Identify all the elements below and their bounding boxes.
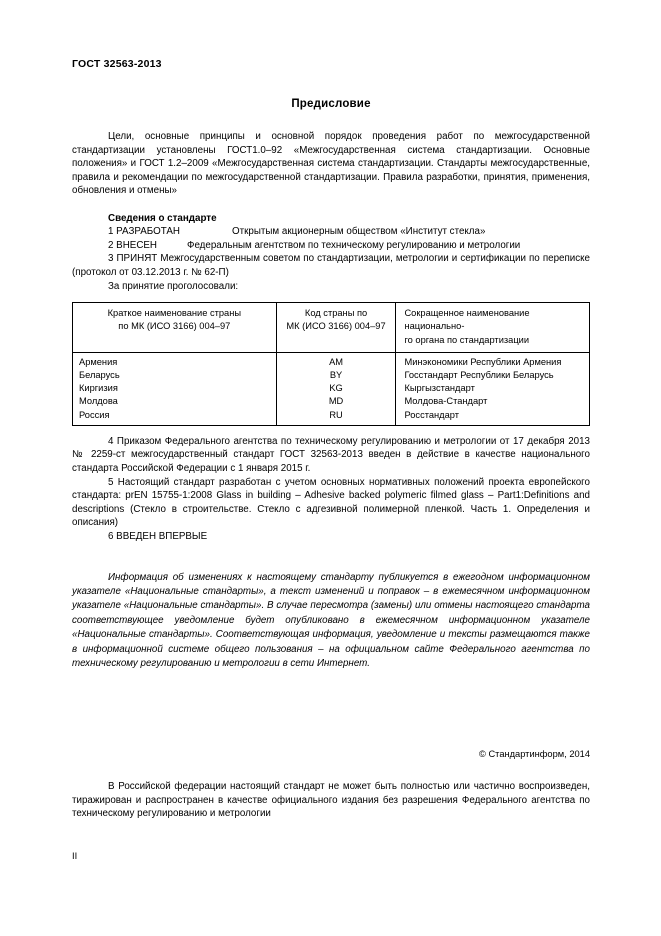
cell-country: Армения xyxy=(73,352,277,369)
cell-country: Молдова xyxy=(73,395,277,408)
copyright-area xyxy=(72,748,590,762)
cell-code: MD xyxy=(276,395,396,408)
notice-block xyxy=(72,571,590,672)
info-item-2-label: 2 ВНЕСЕН xyxy=(108,239,157,251)
cell-country: Россия xyxy=(73,409,277,426)
cell-body: Молдова-Стандарт xyxy=(396,395,590,408)
info-item-2 xyxy=(72,239,590,253)
table-row xyxy=(73,395,590,408)
page-title: Предисловие xyxy=(291,98,371,110)
vote-line: За принятие проголосовали: xyxy=(108,280,239,292)
country-table xyxy=(72,302,590,426)
table-header-body-line1: Сокращенное наименование национально- xyxy=(404,308,530,332)
cell-body: Кыргызстандарт xyxy=(396,382,590,395)
table-header-row xyxy=(73,303,590,353)
cell-body: Минэкономики Республики Армения xyxy=(396,352,590,369)
table-row xyxy=(73,369,590,382)
cell-code: AM xyxy=(276,352,396,369)
table-header-code xyxy=(276,303,396,353)
cell-code: KG xyxy=(276,382,396,395)
cell-country: Киргизия xyxy=(73,382,277,395)
standard-number: ГОСТ 32563-2013 xyxy=(72,58,162,70)
info-item-3: 3 ПРИНЯТ Межгосударственным советом по стандартизации, метрологии и сертификации по переписке (протокол от 03.12.2013 г. № 62-П) xyxy=(72,253,590,278)
table-header-country-line2: по МК (ИСО 3166) 004–97 xyxy=(118,321,231,332)
table-header-code-line1: Код страны по xyxy=(304,308,368,319)
copyright-line: © Стандартинформ, 2014 xyxy=(479,749,590,759)
cell-body: Госстандарт Республики Беларусь xyxy=(396,369,590,382)
table-header-body xyxy=(396,303,590,353)
country-table-body xyxy=(73,352,590,425)
restriction-area xyxy=(72,780,590,821)
cell-body: Росстандарт xyxy=(396,409,590,426)
table-header-code-line2: МК (ИСО 3166) 004–97 xyxy=(286,321,386,332)
cell-code: RU xyxy=(276,409,396,426)
table-header-body-line2: го органа по стандартизации xyxy=(404,334,530,345)
notice-paragraph: Информация об изменениях к настоящему стандарту публикуется в ежегодном информационном указателе «Национальные стандарты», а текст изменений и поправок – в ежемесячном информационном указателе «Национальные стандарты». В случае пересмотра (замены) или отмены настоящего стандарта соответствующее уведомление будет опубликовано в ежемесячном информационном указателе «Национальные стандарты». Соответствующая информация, уведомление и тексты размещаются также в информационной системе общего пользования – на официальном сайте Федерального агентства по техническому регулированию и метрологии в сети Интернет. xyxy=(72,571,590,669)
info-section-heading: Сведения о стандарте xyxy=(108,212,217,224)
item-6-paragraph: 6 ВВЕДЕН ВПЕРВЫЕ xyxy=(108,530,208,542)
cell-country: Беларусь xyxy=(73,369,277,382)
cell-code: BY xyxy=(276,369,396,382)
table-row xyxy=(73,352,590,369)
item-4-paragraph: 4 Приказом Федерального агентства по техническому регулированию и метрологии от 17 декабря 2013 № 2259-ст межгосударственный стандарт ГОСТ 32563-2013 введен в действие в качестве национального стандарта Российской Федерации с 1 января 2015 г. xyxy=(72,435,590,474)
table-header-country xyxy=(73,303,277,353)
page-folio: II xyxy=(72,851,78,861)
table-row xyxy=(73,409,590,426)
country-table-head xyxy=(73,303,590,353)
info-item-1 xyxy=(72,225,590,239)
table-header-country-line1: Краткое наименование страны xyxy=(107,308,242,319)
table-row xyxy=(73,382,590,395)
info-item-2-text: Федеральным агентством по техническому регулированию и метрологии xyxy=(187,239,521,251)
restriction-paragraph: В Российской федерации настоящий стандарт не может быть полностью или частично воспроизведен, тиражирован и распространен в качестве официального издания без разрешения Федерального агентства по техническому регулированию и метрологии xyxy=(72,781,590,820)
intro-paragraph: Цели, основные принципы и основной порядок проведения работ по межгосударственной стандартизации установлены ГОСТ1.0–92 «Межгосударственная система стандартизации. Основные положения» и ГОСТ 1.2–2009 «Межгосударственная система стандартизации. Стандарты межгосударственные, правила и рекомендации по межгосударственной стандартизации. Правила разработки, принятия, применения, обновления и отмены» xyxy=(72,131,590,197)
info-item-1-text: Открытым акционерным обществом «Институт стекла» xyxy=(232,226,486,238)
item-5-paragraph: 5 Настоящий стандарт разработан с учетом основных нормативных положений проекта европейского стандарта: prEN 15755-1:2008 Glass in building – Adhesive backed polymeric filmed glass – Part1:Definitions and descriptions (Стекло в строительстве. Стекло с адгезивной полимерной пленкой. Часть 1. Определения и описания) xyxy=(72,476,590,529)
info-item-1-label: 1 РАЗРАБОТАН xyxy=(108,226,181,238)
page-content xyxy=(72,58,590,671)
